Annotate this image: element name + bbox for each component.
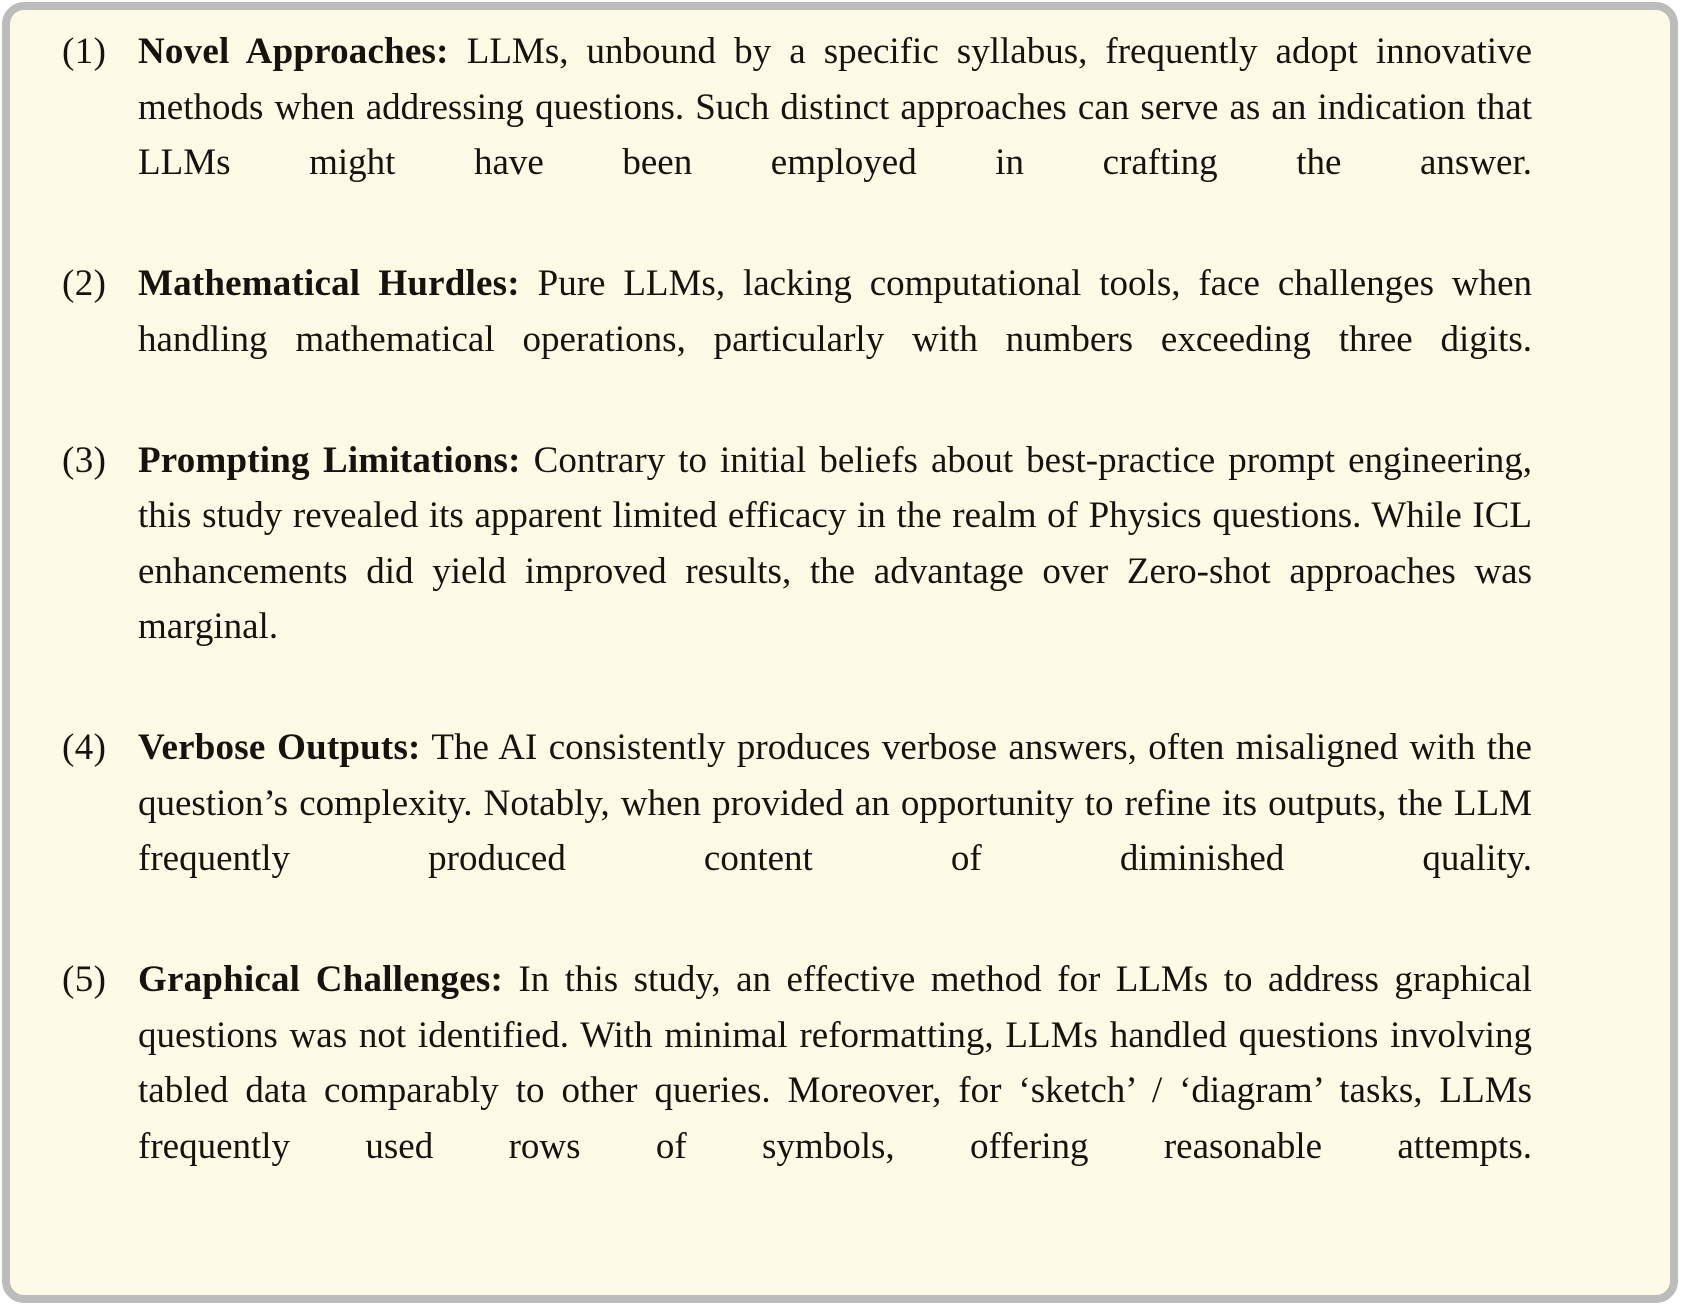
list-item-title: Verbose Outputs: [138, 727, 421, 768]
list-item-title: Mathematical Hurdles: [138, 263, 520, 304]
list-item [62, 256, 1532, 423]
list-item-marker: (5) [62, 959, 107, 1000]
findings-callout-box [2, 2, 1678, 1303]
list-item-marker: (4) [62, 727, 107, 768]
list-item-body [138, 256, 1532, 423]
list-item-body [138, 433, 1532, 711]
list-item-text: Pure LLMs, lacking computational tools, face challenges when handling mathematical operations, particularly with numbers exceeding three digits. [138, 263, 1532, 360]
list-item-body [138, 952, 1532, 1230]
list-item-title: Prompting Limitations: [138, 439, 521, 481]
list-item-marker: (3) [62, 439, 107, 481]
findings-list [10, 10, 1670, 1295]
list-item-text: Contrary to initial beliefs about best-practice prompt engineering, this study revealed its apparent limited efficacy in the realm of Physics questions. While ICL enhancements did yield improved results, the advantage over Zero-shot approaches was marginal. [138, 439, 1532, 647]
list-item-title: Novel Approaches: [138, 31, 449, 72]
list-item-title: Graphical Challenges: [138, 959, 503, 1000]
list-item [62, 952, 1532, 1230]
list-item-text: The AI consistently produces verbose answers, often misaligned with the question’s complexity. Notably, when provided an opportunity to refine its outputs, the LLM frequently produced content of diminished quality. [138, 727, 1532, 879]
list-item [62, 433, 1532, 711]
list-item [62, 720, 1532, 942]
list-item-marker: (1) [62, 31, 107, 72]
list-item [62, 24, 1532, 246]
list-item-text: LLMs, unbound by a specific syllabus, frequently adopt innovative methods when addressing questions. Such distinct approaches can serve as an indication that LLMs might have been employed in crafting the answer. [138, 31, 1532, 183]
list-item-marker: (2) [62, 263, 107, 304]
list-item-body [138, 720, 1532, 942]
list-item-body [138, 24, 1532, 246]
list-item-text: In this study, an effective method for LLMs to address graphical questions was not identified. With minimal reformatting, LLMs handled questions involving tabled data comparably to other queries. Moreover, for ‘sketch’ / ‘diagram’ tasks, LLMs frequently used rows of symbols, offering reasonable attempts. [138, 959, 1532, 1167]
